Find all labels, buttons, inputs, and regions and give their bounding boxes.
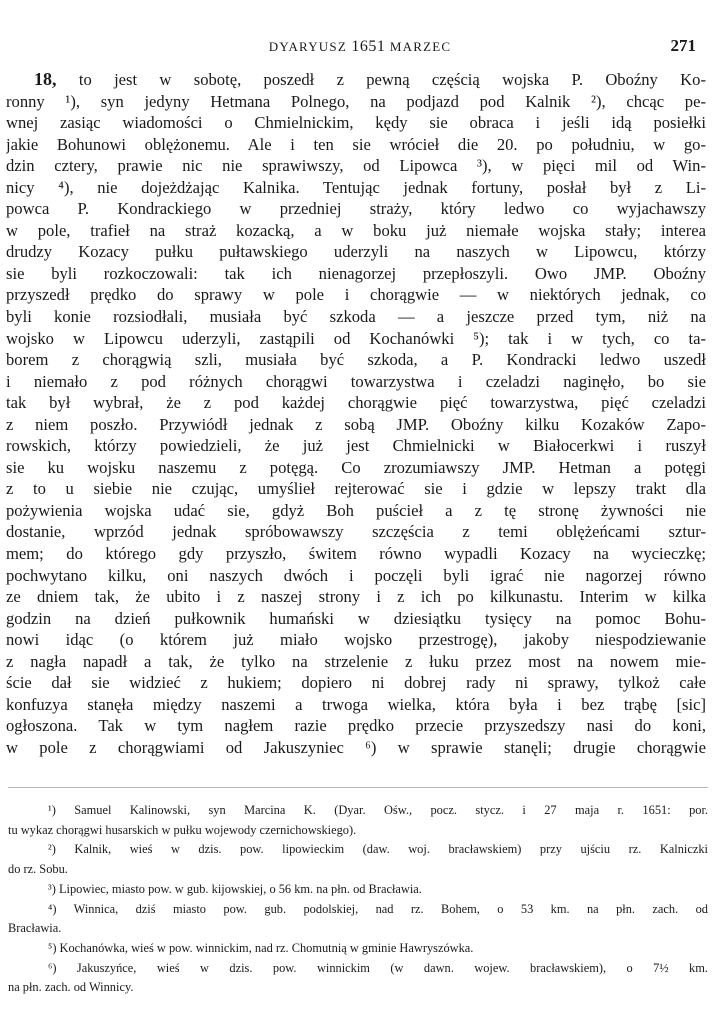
body-text: [6, 69, 706, 759]
text-line-content: z niem poszło. Przywiódł jednak z sobą JMP. Oboźny kilku Kozaków Zapo-: [6, 414, 706, 434]
text-line: [6, 694, 706, 716]
text-line: [6, 414, 706, 436]
text-line-content: borem z chorągwią szli, musiała być szkoda, a P. Kondracki ledwo uszedł: [6, 350, 706, 370]
text-line: [6, 608, 706, 630]
text-line: [6, 435, 706, 457]
text-line-content: ście dał sie widzieć z hukiem; dopiero ni dobrej rady ni sprawy, tylkoż całe: [6, 673, 706, 693]
text-line: [6, 521, 706, 543]
text-line: [6, 69, 706, 91]
text-line-content: byli konie rozsiodłali, musiała być szkoda — a jeszcze przed tym, niż na: [6, 307, 706, 327]
text-line: [6, 672, 706, 694]
footnote-line: tu wykaz chorągwi husarskich w pułku wojewody czernichowskiego).: [8, 822, 357, 837]
text-line: [6, 629, 706, 651]
text-line: [6, 715, 706, 737]
text-line: [6, 651, 706, 673]
text-line-content: tak był wybrał, że z pod każdej chorągwie pięć towarzystwa, pięć czeladzi: [6, 393, 706, 413]
footnotes: [8, 801, 708, 998]
text-line-content: pochwytano kilku, oni naszych dwóch i poczęli byli igrać nie nagorzej równo: [6, 565, 706, 585]
text-line-content: nicy ⁴), nie dojeżdżając Kalnika. Tentując jednak fortuny, posłał był z Li-: [6, 177, 706, 197]
text-line-content: pożywienia wojska udać sie, gdyż Boh puścieł a z tę stronę żywności nie: [6, 500, 706, 520]
text-line: [6, 371, 706, 393]
text-line: [6, 220, 706, 242]
text-line: [6, 328, 706, 350]
text-line: [6, 349, 706, 371]
text-line: [6, 500, 706, 522]
text-line-content: i niemało z pod różnych chorągwi towarzystwa i czeladzi naginęło, bo sie: [6, 371, 706, 391]
footnote-line: ⁵) Kochanówka, wieś w pow. winnickim, nad rz. Chomutnią w gminie Hawryszówka.: [48, 940, 474, 955]
text-line-content: w pole, trafieł na straż kozacką, a w boku już niemałe wojska stały; interea: [6, 220, 706, 240]
text-line: [6, 737, 706, 759]
footnote-line: ⁶) Jakuszyńce, wieś w dzis. pow. winnickim (w dawn. wojew. bracławskiem), o 7½ km.: [48, 960, 708, 975]
text-line-content: dostanie, wprzód jednak spróbowawszy szczęścia z temi oblężeńcami sztur-: [6, 522, 706, 542]
text-line: [6, 457, 706, 479]
text-line: [6, 241, 706, 263]
text-line-content: ronny ¹), syn jedyny Hetmana Polnego, na podjazd pod Kalnik ²), chcąc pe-: [6, 91, 706, 111]
entry-date-number: 18,: [34, 69, 57, 89]
text-line-content: drudzy Kozacy pułku pułtawskiego uderzyli na naszych w Lipowcu, którzy: [6, 242, 706, 262]
footnote-line: do rz. Sobu.: [8, 862, 68, 877]
text-line: [6, 565, 706, 587]
text-line: [6, 263, 706, 285]
text-line: [6, 198, 706, 220]
text-line-content: sie ku wojsku naszemu z potęgą. Co zrozumiawszy JMP. Hetman a potęgi: [6, 457, 706, 477]
text-line: [6, 91, 706, 113]
text-line: [6, 543, 706, 565]
text-line-content: ogłoszona. Tak w tym nagłem razie prędko przecie przyszedszy nasi do koni,: [6, 716, 706, 736]
footnote-line: na płn. zach. od Winnicy.: [8, 980, 134, 995]
text-line-content: dzin cztery, prawie nic nie sprawiwszy, od Lipowca ³), w pięci mil od Win-: [6, 156, 706, 176]
text-line-content: przyszedł prędko do sprawy w pole i chorągwie — w niektórych jednak, co: [6, 285, 706, 305]
text-line: [6, 478, 706, 500]
text-line-content: mem; do którego gdy przyszło, świtem równo wypadli Kozacy na wycieczkę;: [6, 544, 706, 564]
text-line-content: sie byli rozkoczowali: tak ich nienagorzej przepłoszyli. Owo JMP. Oboźny: [6, 263, 706, 283]
text-line-content: to jest w sobotę, poszedł z pewną częścią wojska P. Oboźny Ko-: [56, 70, 706, 89]
text-line-content: powca P. Kondrackiego w przedniej straży, który ledwo co wyjachawszy: [6, 199, 706, 219]
text-line: [6, 134, 706, 156]
text-line-content: ze dniem tak, że ubito i z naszej strony i z ich po kilkunastu. Interim w kilka: [6, 587, 706, 607]
text-line-content: godzin na dzień pułkownik humański w dziesiątku tysięcy na pomoc Bohu-: [6, 608, 706, 628]
text-line: [6, 284, 706, 306]
footnote-line: ⁴) Winnica, dziś miasto pow. gub. podolskiej, nad rz. Bohem, o 53 km. na płn. zach. od: [48, 901, 708, 916]
running-head: [0, 38, 720, 58]
text-line: [6, 586, 706, 608]
running-title-left: DYARYUSZ: [268, 39, 347, 54]
text-line: [6, 306, 706, 328]
running-title-right: MARZEC: [389, 39, 452, 54]
text-line-content: z to u siebie nie czując, umyślieł rejterować sie i gdzie w lepszy trakt dla: [6, 479, 706, 499]
text-line-content: wnej zasiąc wiadomości o Chmielnickim, kędy sie obraca i jeśli idą posiełki: [6, 113, 706, 133]
running-title-year: 1651: [351, 38, 386, 55]
footnote-line: ²) Kalnik, wieś w dzis. pow. lipowieckim (daw. woj. bracławskiem) przy ujściu rz. Kalniczki: [48, 842, 708, 857]
text-line-content: w pole z chorągwiami od Jakuszyniec ⁶) w sprawie stanęli; drugie chorągwie: [6, 737, 706, 757]
text-line-content: jakie Bohunowi oblężonemu. Ale i ten sie wrócieł die 20. po południu, w go-: [6, 134, 706, 154]
text-line-content: wojsko w Lipowcu uderzyli, zastąpili od Kochanówki ⁵); tak i w tych, co ta-: [6, 328, 706, 348]
text-line: [6, 177, 706, 199]
text-line-content: rowskich, którzy powiedzieli, że już jest Chmielnicki w Białocerkwi i ruszył: [6, 436, 706, 456]
text-line: [6, 155, 706, 177]
running-title: [0, 38, 720, 56]
text-line-content: konfuzya stanęła między naszemi a trwoga wielka, która była i bez trąbę [sic]: [6, 694, 706, 714]
footnote-line: ¹) Samuel Kalinowski, syn Marcina K. (Dyar. Ośw., pocz. stycz. i 27 maja r. 1651: por.: [48, 803, 708, 817]
text-line-content: nowi idąc (o którem już miało wojsko przestrogę), jakoby niespodziewanie: [6, 630, 706, 650]
text-line: [6, 392, 706, 414]
footnote-line: ³) Lipowiec, miasto pow. w gub. kijowskiej, o 56 km. na płn. od Bracławia.: [48, 881, 422, 896]
page-number: 271: [670, 36, 696, 55]
footnote-rule: [8, 787, 708, 788]
text-line: [6, 112, 706, 134]
text-line-content: z nagła napadł a tak, że tylko na strzelenie z łuku przez most na nowem mie-: [6, 651, 706, 671]
footnote-line: Bracławia.: [8, 921, 62, 936]
